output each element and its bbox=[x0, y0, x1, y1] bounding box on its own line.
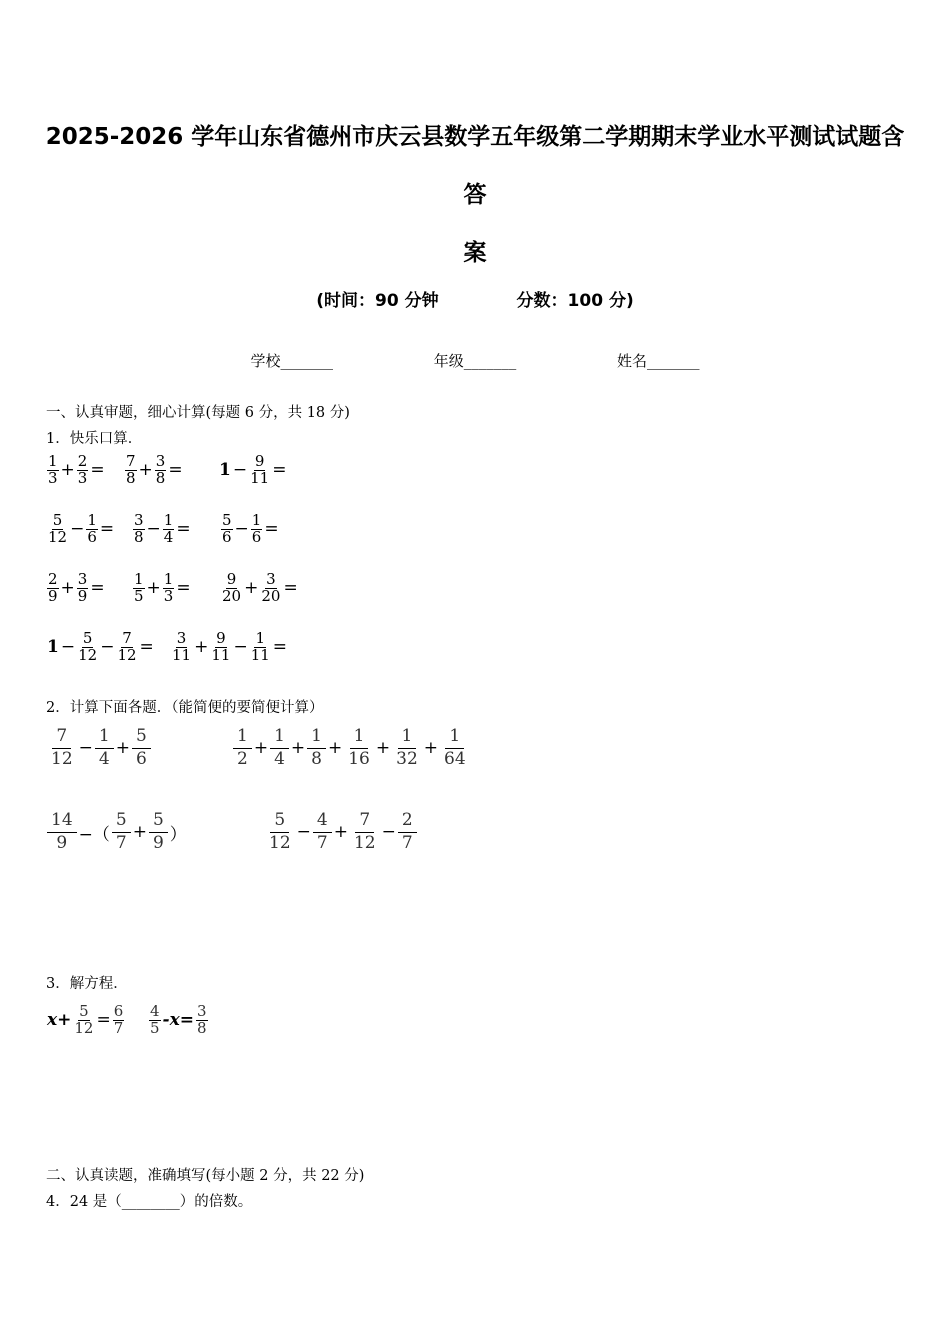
operator: = bbox=[90, 460, 105, 481]
exercise-item bbox=[220, 572, 299, 605]
denominator: 64 bbox=[444, 748, 466, 769]
denominator: 11 bbox=[250, 645, 270, 664]
exercise-item bbox=[124, 454, 184, 487]
numerator: 2 bbox=[48, 570, 58, 588]
math-expression bbox=[46, 513, 115, 546]
exercise-item bbox=[132, 572, 192, 605]
fraction bbox=[260, 572, 281, 605]
section-1-heading: 一、认真审题，细心计算(每题 6 分，共 18 分) bbox=[46, 405, 350, 421]
denominator: 9 bbox=[48, 586, 58, 605]
fraction bbox=[149, 812, 168, 853]
denominator: 8 bbox=[196, 1018, 207, 1037]
denominator: 3 bbox=[163, 586, 174, 605]
numerator: 14 bbox=[47, 812, 77, 833]
title-line-1: 2025-2026 学年山东省德州市庆云县数学五年级第二学期期末学业水平测试试题含答 bbox=[45, 124, 905, 208]
operator: − bbox=[232, 460, 248, 481]
denominator: 12 bbox=[269, 832, 291, 853]
numerator: 1 bbox=[163, 570, 174, 588]
exercise-item bbox=[46, 812, 188, 853]
operator: − bbox=[146, 519, 161, 540]
section-2-heading: 二、认真读题，准确填写(每小题 2 分，共 22 分) bbox=[46, 1168, 365, 1184]
exercise-item bbox=[218, 454, 287, 487]
numerator: 3 bbox=[134, 511, 144, 529]
fraction bbox=[163, 513, 175, 546]
fraction bbox=[163, 572, 175, 605]
denominator: 4 bbox=[163, 527, 174, 546]
fraction bbox=[133, 513, 145, 546]
fraction bbox=[307, 728, 326, 769]
math-expression bbox=[46, 1004, 125, 1037]
math-expression bbox=[148, 1004, 209, 1037]
numerator: 1 bbox=[270, 728, 289, 749]
operator: = bbox=[264, 519, 279, 540]
operator: − bbox=[233, 637, 248, 658]
denominator: 20 bbox=[261, 586, 281, 605]
operator: + bbox=[253, 738, 269, 759]
fraction bbox=[344, 728, 374, 769]
numerator: 1 bbox=[255, 629, 265, 647]
fraction bbox=[47, 812, 77, 853]
numerator: 6 bbox=[113, 1002, 124, 1020]
operator: ） bbox=[169, 824, 187, 845]
operator: + bbox=[423, 738, 439, 759]
denominator: 11 bbox=[211, 645, 231, 664]
fraction bbox=[221, 572, 242, 605]
operator: − bbox=[70, 519, 85, 540]
numerator: 1 bbox=[307, 728, 326, 749]
fraction bbox=[155, 454, 167, 487]
numerator: 3 bbox=[196, 1002, 207, 1020]
fraction bbox=[47, 454, 59, 487]
numerator: 5 bbox=[52, 511, 63, 529]
operator: −（ bbox=[78, 824, 110, 845]
term: x+ bbox=[47, 1010, 72, 1031]
numerator: 5 bbox=[79, 1002, 89, 1020]
operator: + bbox=[290, 738, 306, 759]
name-field[interactable]: 姓名_______ bbox=[617, 352, 700, 370]
exercise-item bbox=[46, 454, 106, 487]
numerator: 4 bbox=[150, 1002, 160, 1020]
fraction bbox=[77, 631, 98, 664]
fraction bbox=[116, 631, 137, 664]
fraction bbox=[112, 812, 131, 853]
operator: = bbox=[99, 519, 115, 540]
exercise-item bbox=[46, 513, 115, 546]
page-title bbox=[40, 108, 910, 282]
math-expression bbox=[46, 812, 188, 853]
operator: − bbox=[296, 822, 311, 843]
denominator: 4 bbox=[98, 748, 110, 769]
grade-field[interactable]: 年级_______ bbox=[433, 352, 517, 370]
operator: = bbox=[176, 578, 191, 599]
fraction bbox=[47, 572, 59, 605]
denominator: 11 bbox=[250, 468, 270, 487]
question-2: 2．计算下面各题．（能简便的要简便计算） bbox=[46, 700, 324, 716]
numerator: 5 bbox=[270, 812, 289, 833]
denominator: 7 bbox=[113, 1018, 124, 1037]
denominator: 11 bbox=[172, 645, 192, 664]
math-expression bbox=[220, 513, 280, 546]
fraction bbox=[125, 454, 137, 487]
denominator: 5 bbox=[150, 1018, 160, 1037]
denominator: 12 bbox=[78, 645, 98, 664]
fraction bbox=[149, 1004, 161, 1037]
denominator: 7 bbox=[115, 832, 127, 853]
numerator: 1 bbox=[233, 728, 252, 749]
math-expression bbox=[124, 454, 184, 487]
operator: + bbox=[194, 637, 209, 658]
exercise-item bbox=[46, 728, 152, 769]
math-expression bbox=[46, 631, 155, 664]
fraction bbox=[270, 728, 289, 769]
exercise-item bbox=[232, 728, 471, 769]
math-expression bbox=[220, 572, 299, 605]
fraction bbox=[47, 728, 77, 769]
operator: − bbox=[234, 519, 249, 540]
fraction bbox=[133, 572, 145, 605]
math-expression bbox=[46, 454, 106, 487]
denominator: 12 bbox=[117, 645, 137, 664]
exercise-item bbox=[132, 513, 192, 546]
math-expression bbox=[132, 513, 192, 546]
exam-info bbox=[0, 286, 950, 311]
math-expression bbox=[264, 812, 418, 853]
fraction bbox=[221, 513, 233, 546]
numerator: 1 bbox=[87, 511, 97, 529]
denominator: 8 bbox=[311, 748, 322, 769]
term: -x= bbox=[162, 1010, 194, 1031]
student-fields bbox=[0, 350, 950, 371]
operator: = bbox=[283, 578, 298, 599]
operator: = bbox=[272, 637, 288, 658]
fraction bbox=[77, 454, 89, 487]
fraction bbox=[313, 812, 332, 853]
numerator: 5 bbox=[112, 812, 131, 833]
fraction bbox=[95, 728, 114, 769]
numerator: 5 bbox=[82, 629, 93, 647]
denominator: 6 bbox=[135, 748, 147, 769]
fraction bbox=[249, 454, 270, 487]
fraction bbox=[265, 812, 295, 853]
score-label: 分数：100 分) bbox=[516, 291, 634, 311]
fraction bbox=[440, 728, 470, 769]
denominator: 8 bbox=[126, 468, 136, 487]
numerator: 7 bbox=[355, 812, 374, 833]
operator: + bbox=[375, 738, 391, 759]
denominator: 12 bbox=[74, 1018, 94, 1037]
operator: + bbox=[138, 460, 153, 481]
numerator: 9 bbox=[254, 452, 265, 470]
operator: + bbox=[115, 738, 130, 759]
math-expression bbox=[46, 572, 106, 605]
operator: + bbox=[333, 822, 348, 843]
numerator: 5 bbox=[222, 511, 232, 529]
fraction bbox=[47, 513, 68, 546]
term: 1 bbox=[47, 637, 59, 658]
fraction bbox=[350, 812, 380, 853]
question-3: 3．解方程． bbox=[46, 976, 128, 992]
denominator: 8 bbox=[134, 527, 144, 546]
operator: = bbox=[168, 460, 183, 481]
math-expression bbox=[232, 728, 471, 769]
numerator: 1 bbox=[95, 728, 114, 749]
denominator: 6 bbox=[251, 527, 262, 546]
denominator: 12 bbox=[353, 832, 376, 853]
question-4: 4．24 是（________）的倍数。 bbox=[46, 1194, 253, 1210]
numerator: 1 bbox=[163, 511, 174, 529]
fraction bbox=[392, 728, 422, 769]
denominator: 7 bbox=[316, 832, 328, 853]
operator: + bbox=[132, 822, 147, 843]
fraction bbox=[86, 513, 98, 546]
numerator: 1 bbox=[251, 511, 262, 529]
numerator: 3 bbox=[77, 570, 88, 588]
numerator: 3 bbox=[266, 570, 276, 588]
numerator: 7 bbox=[122, 629, 132, 647]
fraction bbox=[250, 631, 271, 664]
math-expression bbox=[46, 728, 152, 769]
fraction bbox=[398, 812, 417, 853]
exercise-item bbox=[148, 1004, 209, 1037]
denominator: 3 bbox=[77, 468, 88, 487]
denominator: 9 bbox=[152, 832, 164, 853]
title-line-2: 案 bbox=[463, 240, 487, 266]
fraction bbox=[73, 1004, 94, 1037]
math-expression bbox=[132, 572, 192, 605]
numerator: 1 bbox=[398, 728, 417, 749]
denominator: 9 bbox=[77, 586, 88, 605]
denominator: 12 bbox=[48, 527, 68, 546]
numerator: 2 bbox=[398, 812, 417, 833]
numerator: 3 bbox=[155, 452, 166, 470]
operator: = bbox=[90, 578, 105, 599]
numerator: 3 bbox=[176, 629, 187, 647]
denominator: 7 bbox=[401, 832, 413, 853]
fraction bbox=[233, 728, 252, 769]
operator: = bbox=[139, 637, 154, 658]
numerator: 9 bbox=[226, 570, 237, 588]
operator: = bbox=[96, 1010, 111, 1031]
denominator: 5 bbox=[134, 586, 144, 605]
operator: = bbox=[176, 519, 191, 540]
exercise-item bbox=[220, 513, 280, 546]
operator: + bbox=[60, 460, 75, 481]
exercise-item bbox=[46, 631, 155, 664]
operator: − bbox=[60, 637, 76, 658]
numerator: 2 bbox=[77, 452, 88, 470]
numerator: 5 bbox=[149, 812, 168, 833]
exercise-item bbox=[264, 812, 418, 853]
numerator: 1 bbox=[350, 728, 369, 749]
operator: + bbox=[60, 578, 75, 599]
denominator: 12 bbox=[51, 748, 73, 769]
fraction bbox=[113, 1004, 125, 1037]
operator: = bbox=[272, 460, 287, 481]
math-expression bbox=[170, 631, 288, 664]
school-field[interactable]: 学校_______ bbox=[250, 352, 333, 370]
operator: − bbox=[78, 738, 93, 759]
denominator: 32 bbox=[396, 748, 418, 769]
exercise-item bbox=[46, 572, 106, 605]
term: 1 bbox=[219, 460, 231, 481]
denominator: 3 bbox=[48, 468, 58, 487]
fraction bbox=[251, 513, 263, 546]
denominator: 9 bbox=[56, 832, 68, 853]
denominator: 8 bbox=[155, 468, 166, 487]
exercise-item bbox=[170, 631, 288, 664]
fraction bbox=[171, 631, 192, 664]
fraction bbox=[132, 728, 151, 769]
numerator: 7 bbox=[126, 452, 136, 470]
numerator: 7 bbox=[52, 728, 71, 749]
numerator: 1 bbox=[445, 728, 464, 749]
operator: + bbox=[327, 738, 343, 759]
numerator: 4 bbox=[313, 812, 332, 833]
operator: − bbox=[381, 822, 396, 843]
denominator: 20 bbox=[222, 586, 242, 605]
time-label: (时间：90 分钟 bbox=[316, 291, 439, 311]
question-1: 1．快乐口算． bbox=[46, 431, 143, 447]
fraction bbox=[77, 572, 89, 605]
numerator: 5 bbox=[132, 728, 151, 749]
denominator: 16 bbox=[348, 748, 370, 769]
operator: − bbox=[100, 637, 115, 658]
exercise-item bbox=[46, 1004, 125, 1037]
operator: + bbox=[146, 578, 161, 599]
numerator: 9 bbox=[216, 629, 226, 647]
denominator: 2 bbox=[237, 748, 248, 769]
denominator: 4 bbox=[274, 748, 285, 769]
fraction bbox=[196, 1004, 208, 1037]
denominator: 6 bbox=[87, 527, 97, 546]
numerator: 1 bbox=[48, 452, 58, 470]
math-expression bbox=[218, 454, 287, 487]
denominator: 6 bbox=[222, 527, 232, 546]
operator: + bbox=[244, 578, 259, 599]
numerator: 1 bbox=[134, 570, 144, 588]
fraction bbox=[210, 631, 231, 664]
